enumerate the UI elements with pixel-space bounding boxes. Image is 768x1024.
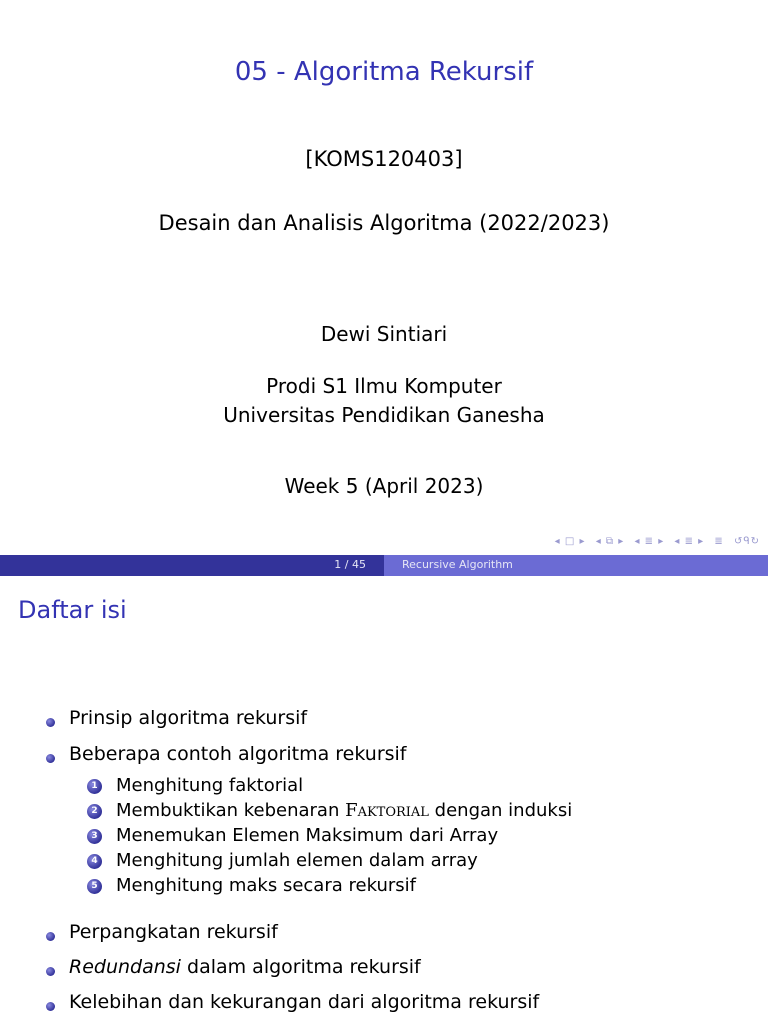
bullet-icon: [46, 967, 55, 976]
toc-subitem-pre: Membuktikan kebenaran: [116, 800, 346, 821]
university-name: Universitas Pendidikan Ganesha: [223, 403, 545, 427]
bullet-icon: [46, 754, 55, 763]
toc-subitem[interactable]: [116, 800, 572, 821]
presentation-date: Week 5 (April 2023): [284, 474, 484, 498]
toc-item[interactable]: [69, 956, 421, 978]
toc-item-rest: dalam algoritma rekursif: [180, 956, 421, 978]
slide-footer: [0, 555, 768, 576]
number-badge-icon: 5: [87, 879, 102, 894]
bullet-icon: [46, 932, 55, 941]
toc-subitem-post: dengan induksi: [428, 800, 573, 821]
toc-subitem[interactable]: Menghitung maks secara rekursif: [116, 875, 416, 896]
toc-subitem[interactable]: Menghitung faktorial: [116, 775, 304, 796]
toc-subitem[interactable]: Menemukan Elemen Maksimum dari Array: [116, 825, 499, 846]
page-number: 1 / 45: [334, 558, 366, 571]
course-code: [KOMS120403]: [305, 147, 463, 171]
nav-search-icon[interactable]: ↺ᑫ↻: [733, 536, 760, 547]
number-badge-icon: 3: [87, 829, 102, 844]
number-badge-icon: 1: [87, 779, 102, 794]
presentation-title: 05 - Algoritma Rekursif: [234, 57, 534, 87]
toc-item[interactable]: Beberapa contoh algoritma rekursif: [69, 743, 407, 765]
nav-toc-icon[interactable]: ≣: [714, 536, 724, 547]
program-name: Prodi S1 Ilmu Komputer: [266, 374, 502, 398]
frame-title: Daftar isi: [18, 596, 127, 624]
footer-short-title: Recursive Algorithm: [402, 558, 513, 571]
beamer-navigation: [549, 536, 760, 547]
nav-first-icon[interactable]: ◂ □ ▸: [554, 536, 586, 547]
toc-item[interactable]: Perpangkatan rekursif: [69, 921, 278, 943]
course-name: Desain dan Analisis Algoritma (2022/2023): [158, 211, 610, 235]
toc-slide: [0, 576, 768, 1024]
toc-item-italic: Redundansi: [69, 956, 181, 978]
toc-list: [0, 576, 768, 1024]
toc-subitem-smallcaps: Faktorial: [345, 800, 429, 821]
toc-subitem[interactable]: Menghitung jumlah elemen dalam array: [116, 850, 478, 871]
toc-item[interactable]: Prinsip algoritma rekursif: [69, 707, 308, 729]
nav-frame-icon[interactable]: ◂ ⧉ ▸: [595, 536, 625, 547]
toc-item[interactable]: Kelebihan dan kekurangan dari algoritma rekursif: [69, 991, 540, 1013]
number-badge-icon: 2: [87, 804, 102, 819]
bullet-icon: [46, 1002, 55, 1011]
author-name: Dewi Sintiari: [320, 322, 448, 346]
number-badge-icon: 4: [87, 854, 102, 869]
bullet-icon: [46, 718, 55, 727]
nav-section-icon[interactable]: ◂ ≣ ▸: [634, 536, 665, 547]
nav-subsection-icon[interactable]: ◂ ≣ ▸: [674, 536, 705, 547]
